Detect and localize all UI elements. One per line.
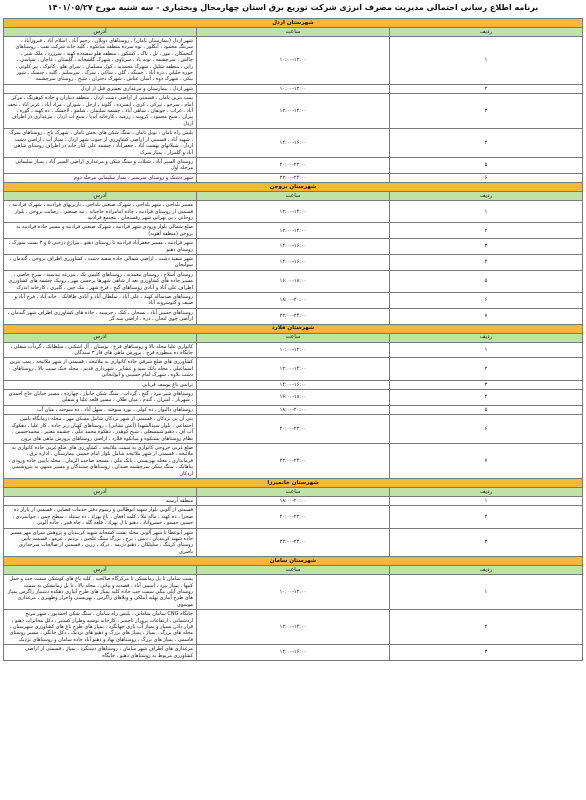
row-address: کشاورزی های ضلع شرقی جاده کانواری به ملائیخه ، قسمتی از شهر ملائیخه ، پمپ بنزین اسماعیلی ، محله بانک سپه و عشایر ، شهرداری قدیم ، محله خنک سیت بالا ، روستاهای دشت بلاوه ، شهرک امام حسینی و ایوانجاتی [4,358,197,380]
table-row [4,443,583,478]
table-row [4,270,583,292]
row-number: ۳ [390,94,583,129]
row-address: بنی آن پی تردکان ، قسمتی از شهر تردکان شامل مسکن مهر ، محله درمانگاه تامین اجتماعی ، بلوار سیدالشهدا (آتش نشانی) ، روستاهای کهیان زیر جاده ، کار علیا ، دهکوک آب اف ، دهنو شمسعلی ، شیخ کوهدر ، دهکوه محمد علی ، چشمه معتبر ، محمدحسین ، نظام روستاهای پشتکوه و میانکوه فلارد ، اراضی روستاهای پرورش ماهی های برون [4,415,197,444]
row-number: ۱ [390,342,583,358]
row-time: ۱۲:۰۰-۱۴:۰۰ [197,610,390,645]
row-time: ۱۸:۰۰-۲۰:۰۰ [197,496,390,505]
row-address: شهر اردل (بیمارستان تامان) ، روستاهای دوپلان ، رحیم آباد ، اسلام آباد ، فیروزآباد ، سرتنگ محمود ، آبگلور ، بوه سرده منطقه میانکوه ، کلیه خانه شرکت نفت ، روستاهای گنجمکان ، مور ، تل ، تاک ، کشکور ، منطقه هلو سفیدده کهنه ، سرزرد ، ملک شیر ، چالش ، سرچشمه ، تونه باد ، سرتاوی ، شهرک گلشخانه ، گلستان ، غاچان ، شیاسی ، زاین ، منطقه شلیل ، شهرک محمدیه ، کول مسلمان ، سرای هلو ، کانوک ، پیر کلوتی ، حوزه خلیلی ، دره آباد ، جمبگه ، گلی ، ساکی ، سرک ، سرسلیم ، گلیه ، چنسک ، شور بیکی ، شهرک دوه ، آسان عباس ، شهرک دختران ، شیخ ، روستای سرچشمه [4,37,197,85]
table-row [4,358,583,380]
table-row [4,293,583,309]
row-address: روستای السیر آباد ، شیلات و سنگ شکن و مرغداری اراضی السیر آباد ، پمپاژ سلیمانی مرحله اول [4,157,197,173]
header-num: ردیف [390,487,583,496]
table-row [4,84,583,93]
row-address: شهر فرادنبه ، مسیر جعفرآباد فرادنبه تا روستای دهنو ، مزارع درختی ۵ و ۳ بست سورک ، روستای دهنو [4,239,197,255]
row-address: مرغداری های اطراف شهر سامان ، روستاهای دستگرد ، پمپاژ ، قسمتی از اراضی کشاورزی مربوط به روستاهای دهنو ، جایگاه [4,645,197,661]
row-time: ۱۶:۰۰-۱۸:۰۰ [197,390,390,406]
row-address: روستاهای حسین آباد ، نسجان ، کنک ، چرمینه ، جاده های کشاورزی اطراف شهر گندمان ، اراضی چوی لنجان ، دره ، اراضی سه گز [4,308,197,324]
row-time: ۱۰:۰۰-۱۲:۰۰ [197,37,390,85]
column-header-row [4,333,583,342]
row-address: روستاهای دالبوار ، ده کولی ، بورد سوخته ، سهل آباد ، ده سوخته ، میان آب [4,405,197,414]
row-time: ۱۰:۰۰-۱۲:۰۰ [197,84,390,93]
table-row [4,575,583,610]
row-time: ۱۴:۰۰-۱۶:۰۰ [197,239,390,255]
county-header-row [4,478,583,487]
row-time: ۲۲:۰۰-۲۴:۰۰ [197,308,390,324]
table-row [4,528,583,557]
row-time: ۲۲:۰۰-۲۴:۰۰ [197,528,390,557]
row-address: قسمتی از آلونی بلوار شهید ابوطالبی و رسوم دفتر خدمات قضایی ، قسمتی از بازار ده صحرا ، ده کهنه ، ماله ملا ، کلمه افغان ، باغ بهراد ، ده ستیله ، سطح چمن ، جوانمردی ، حسین حسنو ، خسروآباد ، دهنو یا ل بهراد ، قلعه گله ، چاه قنبر ، جاده آلونی [4,506,197,528]
header-address: آدرس [4,487,197,496]
county-name: شهرستان بروجن [4,183,583,192]
table-row [4,342,583,358]
page-title: برنامه اطلاع رسانی احتمالی مدیریت مصرف انرژی شرکت توزیع برق استان چهارمحال وبختیاری - سه شنبه مورخ ۱۴۰۱/۰۵/۲۷ [47,3,539,12]
table-row [4,223,583,239]
county-name: شهرستان خانمیرزا [4,478,583,487]
table-row [4,496,583,505]
row-address: مسیر بلداجی ، شهر بلداجی ، شهرک صنعتی بلداجی ، باربریهای فرادنبه ، شهرک فرادنبه ، قسمتی از روستای فرادنبه ، جاده امامزاده حاجیانه ، تپه صنعتی ، رضایت بروجن ، بلوار روحانی ، بی تهرانی شهر رفسنجان ، مجتمع فرادنبه [4,201,197,223]
county-header-row [4,183,583,192]
schedule-table-body [4,19,583,661]
row-time: ۱۶:۰۰-۱۸:۰۰ [197,270,390,292]
row-number: ۲ [390,223,583,239]
row-time: ۲۲:۰۰-۲۴:۰۰ [197,443,390,478]
county-header-row [4,19,583,28]
column-header-row [4,192,583,201]
row-number: ۷ [390,308,583,324]
row-number: ۴ [390,254,583,270]
row-time: ۱۴:۰۰-۱۶:۰۰ [197,254,390,270]
table-row [4,94,583,129]
row-number: ۱ [390,201,583,223]
table-row [4,201,583,223]
row-address: شهر سفید دشت ، اراضی شمالی جاده سفید دشت ، کشاورزی اطراف بروجن ، گندمان ، سولیجان [4,254,197,270]
row-number: ۳ [390,380,583,389]
header-address: آدرس [4,28,197,37]
row-number: ۷ [390,443,583,478]
row-time: ۱۸:۰۰-۲۰:۰۰ [197,293,390,309]
table-row [4,308,583,324]
column-header-row [4,487,583,496]
table-row [4,610,583,645]
row-address: پست سامان تا پل زمانشکن تا مرکزگاه صالحیه ، کلیه باغ های کوشکی سمت جپ و حمل کتیها ، پمپاژ بیرد ، آسمی آباد ، قصدیه و نباتی ، محله بالا ، تا پل زمانشکن به سمت روستای آبلی بیگی سمت جپ جاده کلیه پمپاژ های طرح آبیاری دهکده دشتیار زاگرس پمپاژ های طرح آبیاری پهلیه آبیلکی و ویلاهای زاگرس ، بهزیستی واحرار وظهیری ، مرغداری موسوی [4,575,197,610]
row-number: ۳ [390,528,583,557]
row-number: ۲ [390,358,583,380]
row-time: ۲۰:۰۰-۲۲:۰۰ [197,157,390,173]
county-name: شهرستان سامان [4,557,583,566]
row-number: ۲ [390,610,583,645]
row-address: شهر دشتک و روستای سرسیر ، پمپاژ سلیمانی مرحله دوم [4,173,197,182]
header-address: آدرس [4,192,197,201]
header-time: ساعت [197,192,390,201]
county-name: شهرستان اردل [4,19,583,28]
table-row [4,415,583,444]
row-number: ۵ [390,157,583,173]
row-time: ۲۲:۰۰-۲۴:۰۰ [197,173,390,182]
row-number: ۶ [390,415,583,444]
row-time: ۲۰:۰۰-۲۲:۰۰ [197,415,390,444]
table-row [4,645,583,661]
row-number: ۴ [390,390,583,406]
header-num: ردیف [390,333,583,342]
row-address: پمپ بنزین تامان ، قسمتی از اراضی دشت اردل ، منطقه دیناران و جاده کوهرنگ ، مرکز امام ، سرجو ، تیرکی ، کری ، ایسرده ، گلوند ، ارجل ، شوران ، مراد آباد ، غزیز اباد ، نجف آباد ، غراب ، جویقان ، شاهی آباد ، چشمه سلیمان ، شلمو ، لاخشک ، ده کهنه ، گوره ، پیران ، شیخ محمود ، کروییه ، رزمیه ، کارخانه آبدیا ، منبع آب اردل ، مرغداری در اطراف اردل [4,94,197,129]
row-number: ۵ [390,405,583,414]
table-row [4,405,583,414]
header-time: ساعت [197,28,390,37]
header-time: ساعت [197,566,390,575]
header-time: ساعت [197,487,390,496]
column-header-row [4,28,583,37]
row-address: شهر ابوعطا تا شهر آلونی محله پشت کشخانه شهید کربندیان و پژوهش سرای مهر مسیر جاده شهید کربندیان ، دیش ، برج ، بزرگ سنگ غلجین ، بردیم ، عزمو ، قسمت پایین روستای کرتنگ ، سلیلکان ، دهنو دریمه ، درگه ، زرین ، قسمتی از صالحات سرخداری باصری [4,528,197,557]
table-row [4,173,583,182]
row-number: ۶ [390,293,583,309]
row-time: ۱۰:۰۰-۱۲:۰۰ [197,342,390,358]
table-row [4,239,583,255]
row-number: ۶ [390,173,583,182]
table-row [4,129,583,158]
row-time: ۱۲:۰۰-۱۴:۰۰ [197,201,390,223]
county-name: شهرستان فلارد [4,324,583,333]
county-header-row [4,324,583,333]
row-address: پلیس راه تامان ، تونل تامان ، سنگ شکن های بخش تامان ، شهرک تاج ، روستاهای سرگ ، شهید آباد ، قسمتی از اراضی کشاورزی از جنوب شهر اردل ، پمپاژ آب ، اراضی دشت اردل ، شیلاتهای بهشت آباد ، جعفرآباد ، چشمه علی کنار خانه در اطراف روستای شاهی آباد و گلمزار ، پمپاژ سرک [4,129,197,158]
row-time: ۱۲:۰۰-۱۴:۰۰ [197,358,390,380]
column-header-row [4,566,583,575]
row-address: کانواری علیا محله بالا و روستاهای فرخ ، بوستان ، آل اشکنی ، سلطانک ، گردآب سفلی ، جایگاه ده منطوره فرخ ، پرورش ماهی های فاز ۳ سندگان [4,342,197,358]
row-number: ۵ [390,270,583,292]
row-address: ضلع غربی خروجی کانواری به سمت ملائیخه ، کشاورزی های ضلع غربی جاده کانواری به ملائیخه ، قسمتی از شهر ملائیخه شامل بلوار امام خمینی بیمارستان ، اداره برق ، فرمانداری ، محله بهزیستی ، بانک ملی ، مسجد صاحب الزمان ، محله پاییین جاده ورودی ، بیاهانک ، سنگ شکن سرچشمه صیدان ، روستاهای سنندگان و مسیر منتهی به پتروشیمی اردکان [4,443,197,478]
row-address: شهر اردل ، بیمارستان و مرغداری تعمیری قبل از اردل [4,84,197,93]
row-time: ۱۴:۰۰-۱۶:۰۰ [197,129,390,158]
row-address: منطقه آرسند [4,496,197,505]
row-time: ۱۲:۰۰-۱۴:۰۰ [197,94,390,129]
row-number: ۱ [390,575,583,610]
row-time: ۱۰:۰۰-۱۲:۰۰ [197,575,390,610]
header-address: آدرس [4,566,197,575]
row-number: ۲ [390,506,583,528]
row-number: ۱ [390,37,583,85]
row-number: ۴ [390,129,583,158]
row-time: ۱۲:۰۰-۱۴:۰۰ [197,223,390,239]
header-time: ساعت [197,333,390,342]
row-number: ۲ [390,84,583,93]
row-address: روستاهای شیر مرد ، گنج ، گرداب ، سنگ شکن جانباز ، چهارده ، مسیر خیابان حاج احمدی ، شهرباز ، امیران ، گندم ، میان طلان ، مسیر قلعه علیا و سفلی [4,390,197,406]
row-time: ۱۴:۰۰-۱۶:۰۰ [197,645,390,661]
row-address: ترانس باغ یوسف قربانی [4,380,197,389]
row-time: ۱۴:۰۰-۱۶:۰۰ [197,380,390,389]
row-address: جایگاه CNG سامان سامانی ، پلیس راه سامان ، سنگ شکن احمدپور ، شهر مرنج اردشماتی ، ارتفاعات پروراز تاجمتر ، کارخانه نوشبه وطراز کستیر ، دکل مخابرات دهنو ، قرار دادن بسیار و پمپاژ آب باری جهانگرد ، پمپاژ های طرح باغ های کشاورزی شهرستان ، محله های بزرگ ، پمپاژ ، پمپاژ های بزرگ و دهنو های نزدیک ، دکل خانگی ، مسیر روستای قاسمی ، پمپاژ های بزرگ ، روستاهای نهاد و دهنو آباد جاده سامان و روستاهای نزدیک [4,610,197,645]
row-number: ۱ [390,496,583,505]
table-row [4,380,583,389]
row-address: ضلع شمالی بلوار ورودی شهر فرادنبه ، شهرک صنعتی فرادنبه و مسیر جاده فرادنبه به بروجن (منطقه آهویه) [4,223,197,239]
table-row [4,254,583,270]
row-number: ۳ [390,239,583,255]
county-header-row [4,557,583,566]
row-time: ۱۸:۰۰-۲۰:۰۰ [197,405,390,414]
table-row [4,157,583,173]
header-num: ردیف [390,192,583,201]
header-address: آدرس [4,333,197,342]
row-time: ۲۰:۰۰-۲۲:۰۰ [197,506,390,528]
table-row [4,37,583,85]
header-num: ردیف [390,566,583,575]
row-number: ۳ [390,645,583,661]
header-num: ردیف [390,28,583,37]
table-row [4,390,583,406]
schedule-table [3,18,583,661]
row-address: روستاهای صدساله کهنه ، علی آباد ، سلطان آباد و آبادی طاقانک ، خانه آباد ، فرح آباد و صیف و گنوشرونه آباد [4,293,197,309]
table-row [4,506,583,528]
row-address: روستای آسلاخ ، روستای معمدیه ، روستاهای کلیمی بک ، مزرعه نیدسند ، سرخ خاصی ، مسیر جاده های کشاورزی بعد از شاهی شهرها پرحسن مهر ، رونیک چشمه های کشاورزی اطراف علی آباد و آبادی روستاهای گنج ، فرخ شهر ، نیک چین ، گلپری ، کارخانه اندرک [4,270,197,292]
